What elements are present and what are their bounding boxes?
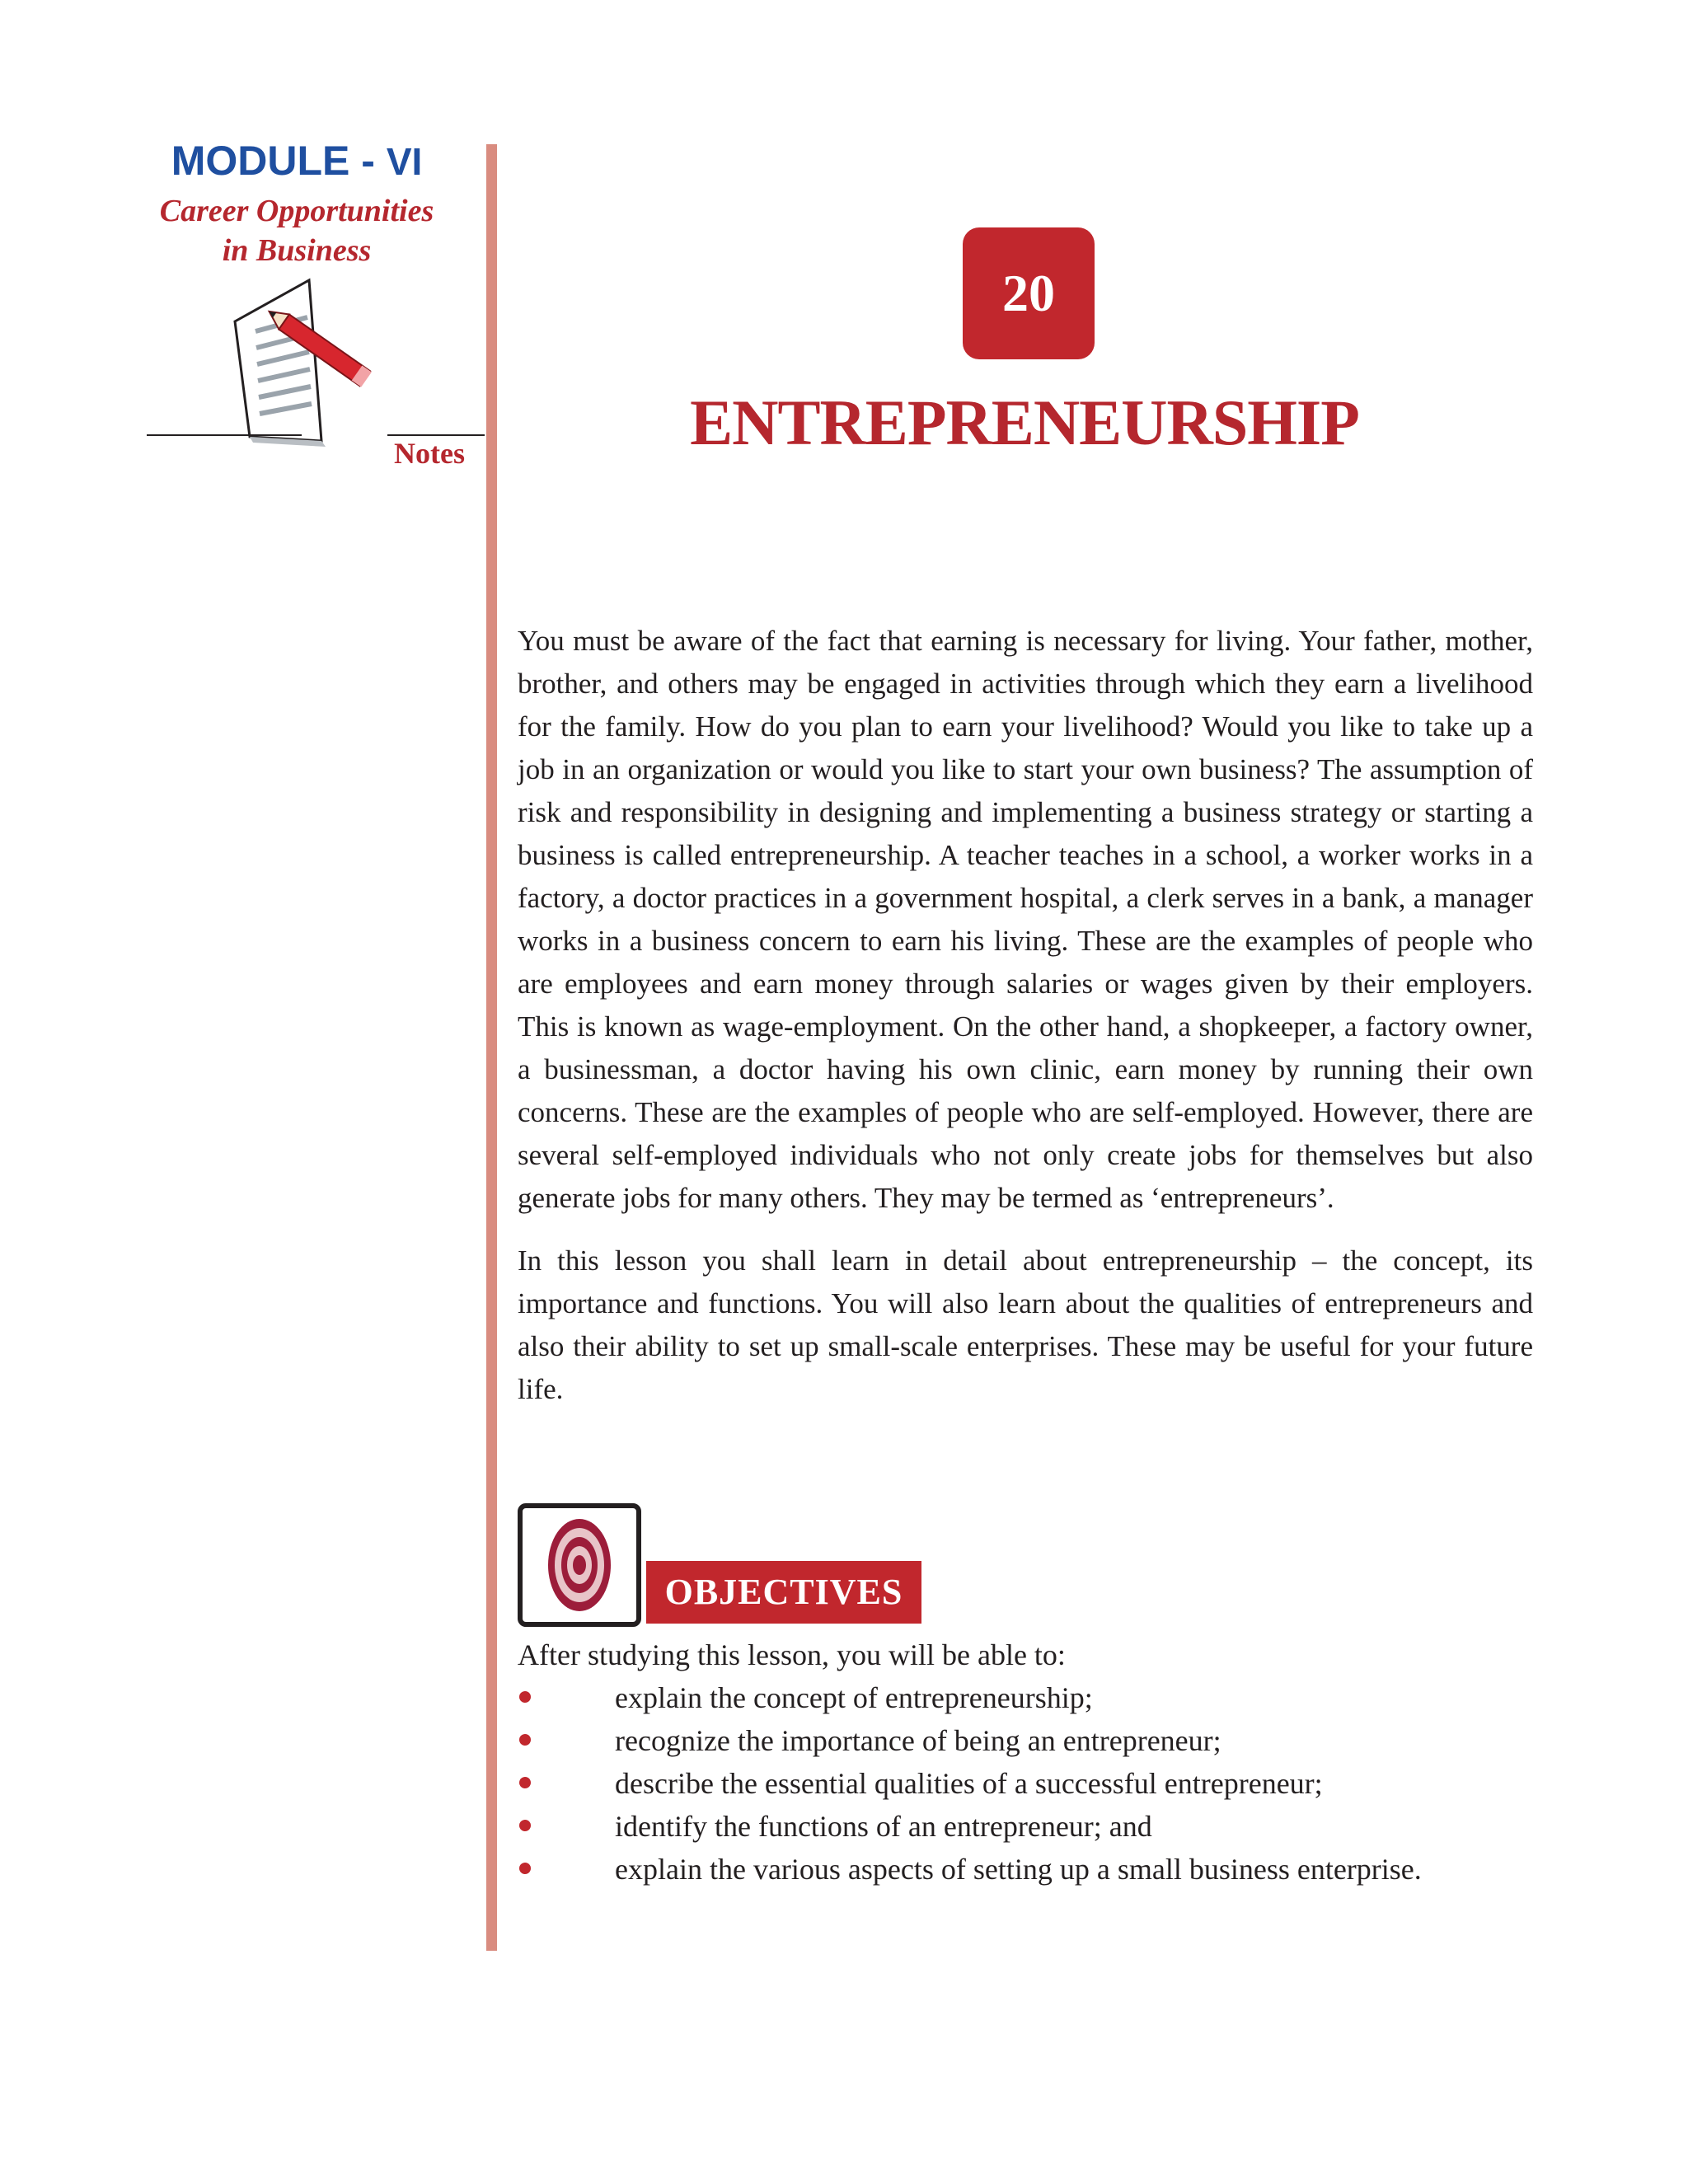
lesson-body: [518, 620, 1533, 1431]
notes-label: Notes: [394, 437, 465, 470]
notepad-pencil-icon: [218, 272, 404, 457]
intro-paragraph: You must be aware of the fact that earning is necessary for living. Your father, mother, brother, and others may be engaged in activities through which they earn a livelihood for the family. How do you plan to earn your livelihood? Would you like to take up a job in an organization or would you like to start your own business? The assumption of risk and responsibility in designing and implementing a business strategy or starting a business is called entrepreneurship. A teacher teaches in a school, a worker works in a factory, a doctor practices in a government hospital, a clerk serves in a bank, a manager works in a business concern to earn his living. These are the examples of people who are employees and earn money through salaries or wages given by their employers. This is known as wage-employment. On the other hand, a shopkeeper, a factory owner, a businessman, a doctor having his own clinic, earn money by running their own concerns. These are the examples of people who are self-employed. However, there are several self-employed individuals who not only create jobs for themselves but also generate jobs for many others. They may be termed as ‘entrepreneurs’.: [518, 625, 1533, 1214]
bullet-icon: [519, 1863, 531, 1874]
module-number: VI: [386, 140, 423, 183]
notes-rule-left: [147, 434, 302, 436]
objectives-list: [518, 1676, 1533, 1891]
chapter-title: ENTREPRENEURSHIP: [690, 387, 1359, 458]
list-item: identify the functions of an entrepreneur; and: [518, 1805, 1533, 1848]
lesson-overview-paragraph: In this lesson you shall learn in detail about entrepreneurship – the concept, its importance and functions. You will also learn about the qualities of entrepreneurs and also their ability to set up small-scale enterprises. These may be useful for your future life.: [518, 1244, 1533, 1405]
objectives-intro: After studying this lesson, you will be able to:: [518, 1638, 1066, 1671]
list-item: recognize the importance of being an entrepreneur;: [518, 1719, 1533, 1762]
bullet-icon: [519, 1777, 531, 1788]
list-item: describe the essential qualities of a successful entrepreneur;: [518, 1762, 1533, 1805]
module-subtitle-line1: Career Opportunities: [159, 194, 434, 228]
module-title: MODULE - VI: [171, 138, 423, 184]
module-sidebar: [0, 0, 495, 659]
bullet-icon: [519, 1734, 531, 1746]
bullet-icon: [519, 1820, 531, 1831]
objectives-heading: OBJECTIVES: [646, 1561, 921, 1624]
target-icon: [518, 1503, 641, 1627]
chapter-number-badge: 20: [963, 227, 1095, 359]
list-item: explain the various aspects of setting up a small business enterprise.: [518, 1848, 1533, 1891]
bullet-icon: [519, 1691, 531, 1703]
module-subtitle-line2: in Business: [222, 233, 372, 268]
list-item: explain the concept of entrepreneurship;: [518, 1676, 1533, 1719]
margin-divider: [486, 144, 497, 1951]
